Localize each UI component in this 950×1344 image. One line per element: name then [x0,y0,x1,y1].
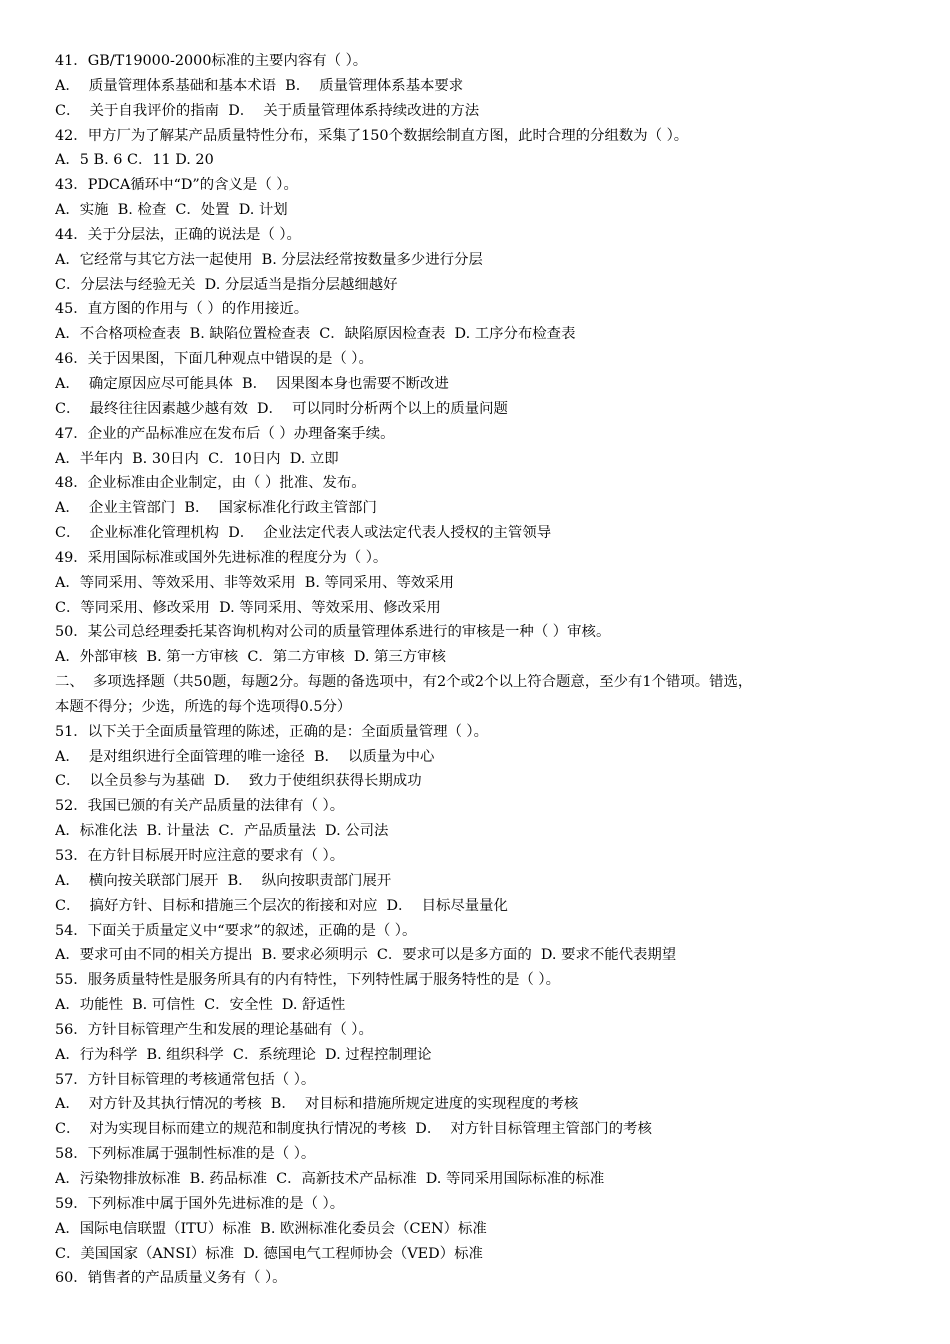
options-43: A．实施 B. 检查 C．处置 D. 计划 [55,202,288,219]
options-42: A．5 B. 6 C．11 D. 20 [55,152,214,169]
options-46-ab: A． 确定原因应尽可能具体 B． 因果图本身也需要不断改进 [55,375,449,392]
question-59: 59．下列标准中属于国外先进标准的是（ ）。 [55,1195,345,1212]
section-heading-multiple-choice: 二、 多项选择题（共50题，每题2分。每题的备选项中，有2个或2个以上符合题意，至少有1个错项。错选， [55,674,753,691]
options-56: A．行为科学 B. 组织科学 C．系统理论 D. 过程控制理论 [55,1046,432,1063]
section-heading-scoring: 本题不得分；少选，所选的每个选项得0.5分） [55,698,352,715]
question-53: 53．在方针目标展开时应注意的要求有（ ）。 [55,848,345,864]
question-44: 44．关于分层法，正确的说法是（ ）。 [55,226,301,243]
options-44-ab: A．它经常与其它方法一起使用 B. 分层法经常按数量多少进行分层 [55,251,483,268]
options-48-ab: A． 企业主管部门 B． 国家标准化行政主管部门 [55,500,377,517]
options-46-cd: C． 最终往往因素越少越有效 D． 可以同时分析两个以上的质量问题 [55,400,508,417]
options-53-ab: A． 横向按关联部门展开 B． 纵向按职责部门展开 [55,872,392,889]
question-52: 52．我国已颁的有关产品质量的法律有（ ）。 [55,798,345,815]
question-43: 43．PDCA循环中“D”的含义是（ ）。 [55,177,298,194]
question-55: 55．服务质量特性是服务所具有的内有特性，下列特性属于服务特性的是（ ）。 [55,972,560,989]
options-52: A．标准化法 B. 计量法 C．产品质量法 D. 公司法 [55,823,389,840]
options-49-cd: C．等同采用、修改采用 D. 等同采用、等效采用、修改采用 [55,599,441,616]
question-46: 46．关于因果图，下面几种观点中错误的是（ ）。 [55,351,373,368]
options-53-cd: C． 搞好方针、目标和措施三个层次的衔接和对应 D． 目标尽量量化 [55,897,508,914]
question-41: 41．GB/T19000-2000标准的主要内容有（ ）。 [55,53,368,69]
question-42: 42．甲方厂为了解某产品质量特性分布，采集了150个数据绘制直方图，此时合理的分组数为（ ）。 [55,127,689,144]
options-41-ab: A． 质量管理体系基础和基本术语 B． 质量管理体系基本要求 [55,77,464,94]
question-50: 50．某公司总经理委托某咨询机构对公司的质量管理体系进行的审核是一种（ ）审核。 [55,624,611,641]
options-59-ab: A．国际电信联盟（ITU）标准 B. 欧洲标准化委员会（CEN）标准 [55,1220,487,1237]
options-58: A．污染物排放标准 B. 药品标准 C．高新技术产品标准 D. 等同采用国际标准的标准 [55,1170,605,1187]
question-54: 54．下面关于质量定义中“要求”的叙述，正确的是（ ）。 [55,922,417,939]
question-57: 57．方针目标管理的考核通常包括（ ）。 [55,1071,316,1088]
options-54: A．要求可由不同的相关方提出 B. 要求必须明示 C．要求可以是多方面的 D. 要求不能代表期望 [55,947,677,964]
question-60: 60．销售者的产品质量义务有（ ）。 [55,1270,287,1287]
question-45: 45．直方图的作用与（ ）的作用接近。 [55,301,309,318]
question-58: 58．下列标准属于强制性标准的是（ ）。 [55,1146,316,1163]
options-51-ab: A． 是对组织进行全面管理的唯一途径 B． 以质量为中心 [55,748,435,765]
question-49: 49．采用国际标准或国外先进标准的程度分为（ ）。 [55,549,388,566]
question-56: 56．方针目标管理产生和发展的理论基础有（ ）。 [55,1021,373,1038]
options-48-cd: C． 企业标准化管理机构 D． 企业法定代表人或法定代表人授权的主管领导 [55,525,552,542]
options-50: A．外部审核 B. 第一方审核 C．第二方审核 D. 第三方审核 [55,649,446,666]
question-47: 47．企业的产品标准应在发布后（ ）办理备案手续。 [55,425,395,442]
question-48: 48．企业标准由企业制定，由（ ）批准、发布。 [55,475,366,492]
options-57-ab: A． 对方针及其执行情况的考核 B． 对目标和措施所规定进度的实现程度的考核 [55,1096,579,1113]
options-49-ab: A．等同采用、等效采用、非等效采用 B. 等同采用、等效采用 [55,574,455,591]
options-44-cd: C．分层法与经验无关 D. 分层适当是指分层越细越好 [55,276,398,293]
document-page [55,49,915,1291]
options-41-cd: C． 关于自我评价的指南 D． 关于质量管理体系持续改进的方法 [55,102,480,119]
options-47: A．半年内 B. 30日内 C．10日内 D. 立即 [55,450,339,467]
question-51: 51．以下关于全面质量管理的陈述，正确的是：全面质量管理（ ）。 [55,723,489,740]
options-59-cd: C．美国国家（ANSI）标准 D. 德国电气工程师协会（VED）标准 [55,1245,483,1262]
options-55: A．功能性 B. 可信性 C．安全性 D. 舒适性 [55,997,346,1014]
options-45: A．不合格项检查表 B. 缺陷位置检查表 C．缺陷原因检查表 D. 工序分布检查表 [55,326,576,343]
options-57-cd: C． 对为实现目标而建立的规范和制度执行情况的考核 D． 对方针目标管理主管部门的考核 [55,1121,652,1138]
options-51-cd: C． 以全员参与为基础 D． 致力于使组织获得长期成功 [55,773,422,790]
